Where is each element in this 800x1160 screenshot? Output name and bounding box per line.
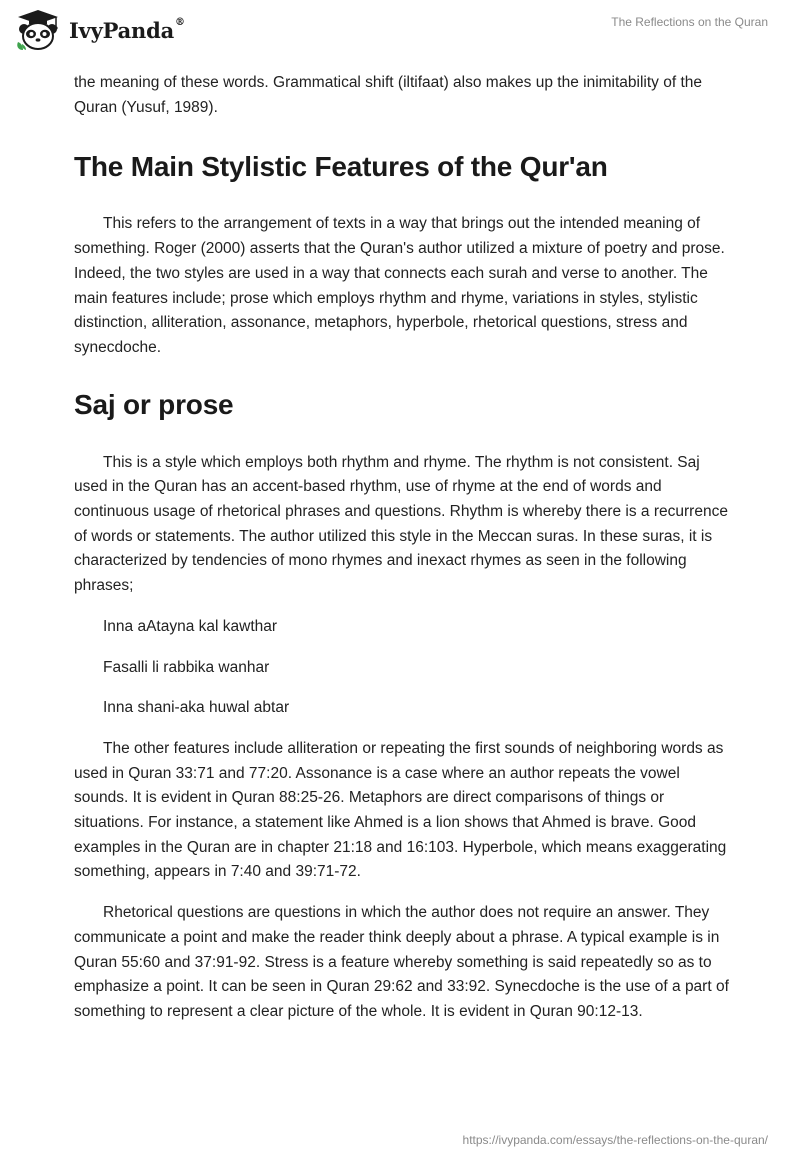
document-title: The Reflections on the Quran — [611, 15, 768, 29]
saj-paragraph-3: Rhetorical questions are questions in which the author does not require an answer. They communicate a point and make the reader think deeply about a phrase. A typical example is in Quran 55:60 and 37:91-92. Stress is a feature whereby something is said repeatedly so as to emphasize a point. It can be seen in Quran 29:62 and 33:92. Synecdoche is the use of a part of something to represent a clear picture of the whole. It is evident in Quran 90:12-13. — [74, 904, 729, 1020]
quoted-phrase: Inna shani-aka huwal abtar — [103, 699, 290, 717]
section-heading-saj-or-prose: Saj or prose — [74, 388, 234, 420]
panda-graduate-icon — [14, 8, 62, 52]
quoted-phrase: Fasalli li rabbika wanhar — [103, 658, 270, 676]
registered-mark: ® — [175, 16, 185, 28]
intro-paragraph: the meaning of these words. Grammatical shift (iltifaat) also makes up the inimitability of the Quran (Yusuf, 1989). — [74, 74, 703, 116]
saj-paragraph-1: This is a style which employs both rhythm and rhyme. The rhythm is not consistent. Saj used in the Quran has an accent-based rhythm, use of rhyme at the end of words and continuous usage of rhetorical phrases and questions. Rhythm is whereby there is a recurrence of words or statements. The author utilized this style in the Meccan suras. In these suras, it is characterized by tendencies of mono rhymes and inexact rhymes as seen in the following phrases; — [74, 453, 728, 595]
brand-name: IvyPanda® — [69, 16, 185, 43]
page-header — [0, 0, 800, 64]
ivypanda-logo[interactable] — [14, 8, 185, 52]
saj-paragraph-2: The other features include alliteration or repeating the first sounds of neighboring words as used in Quran 33:71 and 77:20. Assonance is a case where an author repeats the vowel sounds. It is evident in Quran 88:25-26. Metaphors are direct comparisons of things or situations. For instance, a statement like Ahmed is a lion shows that Ahmed is brave. Good examples in the Quran are in chapter 21:18 and 16:103. Hyperbole, which means exaggerating something, appears in 7:40 and 39:71-72. — [74, 739, 727, 881]
essay-content — [74, 71, 734, 1025]
quoted-phrase: Inna aAtayna kal kawthar — [103, 617, 278, 635]
stylistic-features-paragraph: This refers to the arrangement of texts in a way that brings out the intended meaning of something. Roger (2000) asserts that the Quran's author utilized a mixture of poetry and prose. Indeed, the two styles are used in a way that connects each surah and verse to another. The main features include; prose which employs rhythm and rhyme, variations in styles, stylistic distinction, alliteration, assonance, metaphors, hyperbole, rhetorical questions, stress and synecdoche. — [74, 215, 725, 356]
section-heading-stylistic-features: The Main Stylistic Features of the Qur'an — [74, 151, 608, 183]
source-url[interactable]: https://ivypanda.com/essays/the-reflections-on-the-quran/ — [462, 1133, 768, 1147]
